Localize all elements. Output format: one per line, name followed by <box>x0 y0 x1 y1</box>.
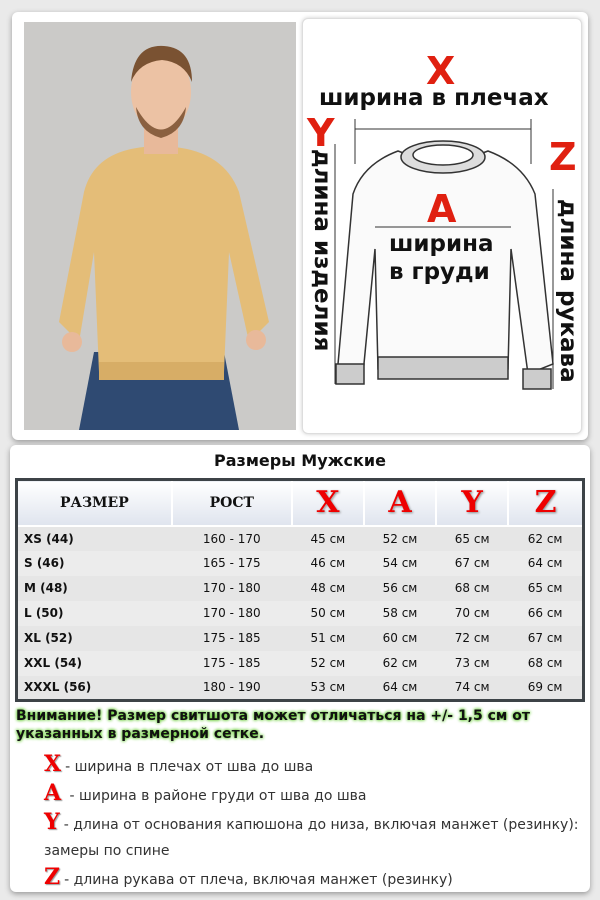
value-cell: 64 см <box>508 551 583 576</box>
legend-item <box>44 864 584 893</box>
a-label-line1: ширина <box>389 231 494 257</box>
value-cell: 73 см <box>436 651 508 676</box>
table-row <box>17 551 584 576</box>
size-cell: XXXL (56) <box>17 676 172 701</box>
measurement-diagram <box>302 18 582 434</box>
column-header: РОСТ <box>172 480 292 526</box>
column-header: Z <box>508 480 583 526</box>
value-cell: 68 см <box>508 651 583 676</box>
size-chart-title: Размеры Мужские <box>214 451 386 470</box>
table-row <box>17 676 584 701</box>
value-cell: 65 см <box>436 526 508 551</box>
value-cell: 60 см <box>364 626 436 651</box>
z-label: длина рукава <box>555 199 581 383</box>
size-chart-card <box>10 445 590 892</box>
legend-text: - ширина в плечах от шва до шва <box>65 759 314 775</box>
y-label: длина изделия <box>309 149 335 352</box>
value-cell: 48 см <box>292 576 364 601</box>
measurement-legend <box>44 751 584 893</box>
value-cell: 72 см <box>436 626 508 651</box>
value-cell: 69 см <box>508 676 583 701</box>
y-letter: Y <box>307 111 335 155</box>
value-cell: 180 - 190 <box>172 676 292 701</box>
value-cell: 68 см <box>436 576 508 601</box>
legend-letter: X <box>44 751 62 777</box>
value-cell: 64 см <box>364 676 436 701</box>
legend-text: - ширина в районе груди от шва до шва <box>65 788 367 804</box>
size-table <box>15 478 585 702</box>
legend-text: - длина от основания капюшона до низа, включая манжет (резинку): замеры по спине <box>44 817 579 859</box>
value-cell: 67 см <box>436 551 508 576</box>
value-cell: 52 см <box>364 526 436 551</box>
x-label: ширина в плечах <box>319 85 549 111</box>
value-cell: 50 см <box>292 601 364 626</box>
table-row <box>17 526 584 551</box>
size-cell: XXL (54) <box>17 651 172 676</box>
table-row <box>17 651 584 676</box>
value-cell: 70 см <box>436 601 508 626</box>
legend-letter: Y <box>44 809 60 835</box>
legend-item <box>44 809 584 864</box>
value-cell: 45 см <box>292 526 364 551</box>
column-header: РАЗМЕР <box>17 480 172 526</box>
table-row <box>17 576 584 601</box>
value-cell: 62 см <box>364 651 436 676</box>
value-cell: 160 - 170 <box>172 526 292 551</box>
size-cell: S (46) <box>17 551 172 576</box>
a-label-line2: в груди <box>389 259 490 285</box>
value-cell: 62 см <box>508 526 583 551</box>
value-cell: 56 см <box>364 576 436 601</box>
value-cell: 51 см <box>292 626 364 651</box>
value-cell: 74 см <box>436 676 508 701</box>
value-cell: 52 см <box>292 651 364 676</box>
value-cell: 170 - 180 <box>172 601 292 626</box>
a-letter: A <box>427 187 457 231</box>
value-cell: 170 - 180 <box>172 576 292 601</box>
column-header: Y <box>436 480 508 526</box>
model-photo <box>24 22 296 430</box>
legend-letter: A <box>44 780 62 806</box>
z-letter: Z <box>549 135 577 179</box>
value-cell: 65 см <box>508 576 583 601</box>
value-cell: 53 см <box>292 676 364 701</box>
value-cell: 165 - 175 <box>172 551 292 576</box>
size-cell: M (48) <box>17 576 172 601</box>
table-row <box>17 626 584 651</box>
legend-item <box>44 751 584 780</box>
size-cell: XL (52) <box>17 626 172 651</box>
value-cell: 54 см <box>364 551 436 576</box>
table-row <box>17 601 584 626</box>
size-cell: XS (44) <box>17 526 172 551</box>
value-cell: 175 - 185 <box>172 651 292 676</box>
column-header: A <box>364 480 436 526</box>
value-cell: 46 см <box>292 551 364 576</box>
legend-text: - длина рукава от плеча, включая манжет (резинку) <box>64 872 453 888</box>
x-letter: X <box>426 49 456 93</box>
size-cell: L (50) <box>17 601 172 626</box>
value-cell: 58 см <box>364 601 436 626</box>
value-cell: 175 - 185 <box>172 626 292 651</box>
value-cell: 66 см <box>508 601 583 626</box>
size-warning: Внимание! Размер свитшота может отличаться на +/- 1,5 см от указанных в размерной сетке. <box>16 708 530 742</box>
column-header: X <box>292 480 364 526</box>
value-cell: 67 см <box>508 626 583 651</box>
legend-item <box>44 780 584 809</box>
legend-letter: Z <box>44 864 61 890</box>
product-images-card <box>12 12 588 440</box>
